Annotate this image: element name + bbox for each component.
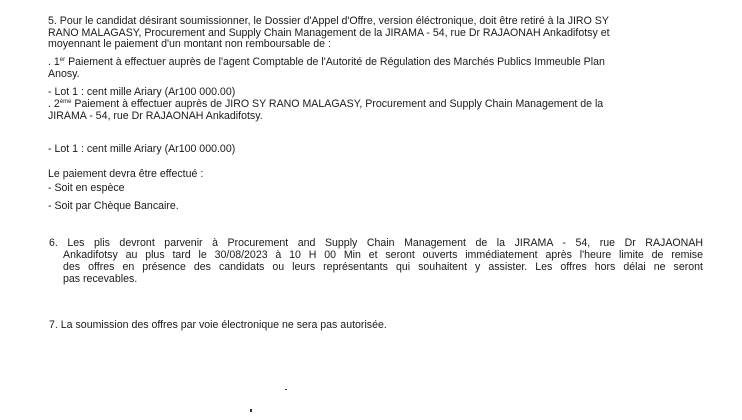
section-7-line-1: 7. La soumission des offres par voie électronique ne sera pas autorisée. (49, 319, 387, 331)
section-6-line-3: des offres en présence des candidats ou leurs représentants qui souhaitent y assister. Les offres hors délai ne seront (63, 261, 703, 273)
section-5-line-1: 5. Pour le candidat désirant soumissionner, le Dossier d'Appel d'Offre, version éléctronique, doit être retiré à la JIRO SY (48, 15, 609, 27)
payment-2-text: Paiement à effectuer auprès de JIRO SY RANO MALAGASY, Procurement and Supply Chain Management de la (71, 98, 604, 110)
section-5-line-2: RANO MALAGASY, Procurement and Supply Chain Management de la JIRAMA - 54, rue Dr RAJAONAH Ankadifotsy et (48, 27, 610, 39)
payment-1-line (48, 56, 605, 68)
payment-1-text: Paiement à effectuer auprès de l'agent Comptable de l'Autorité de Régulation des Marchés Publics Immeuble Plan (65, 56, 605, 68)
section-6-line-4: pas recevables. (63, 273, 138, 285)
section-6-line-1: 6. Les plis devront parvenir à Procurement and Supply Chain Management de la JIRAMA - 54, rue Dr RAJAONAH (49, 237, 703, 249)
lot-1-price-a: - Lot 1 : cent mille Ariary (Ar100 000.00) (48, 86, 236, 98)
scan-speck (285, 389, 287, 390)
payment-mode-intro: Le paiement devra être effectué : (48, 168, 204, 180)
payment-mode-cash: - Soit en espèce (48, 182, 125, 194)
payment-mode-cheque: - Soit par Chèque Bancaire. (48, 200, 179, 212)
payment-2-continuation: JIRAMA - 54, rue Dr RAJAONAH Ankadifotsy. (48, 110, 263, 122)
lot-1-price-b: - Lot 1 : cent mille Ariary (Ar100 000.00) (48, 143, 236, 155)
payment-1-superscript: er (59, 57, 66, 63)
payment-1-continuation: Anosy. (48, 68, 80, 80)
payment-2-line (48, 98, 603, 110)
scan-speck (250, 409, 252, 412)
section-5-line-3: moyennant le paiement d'un montant non remboursable de : (48, 38, 331, 50)
section-6-line-2: Ankadifotsy au plus tard le 30/08/2023 à 10 H 00 Min et seront ouverts immédiatement après l'heure limite de remise (63, 249, 703, 261)
payment-1-prefix: . 1 (48, 56, 60, 68)
payment-2-prefix: . 2 (48, 98, 60, 110)
payment-2-superscript: ème (59, 99, 72, 105)
